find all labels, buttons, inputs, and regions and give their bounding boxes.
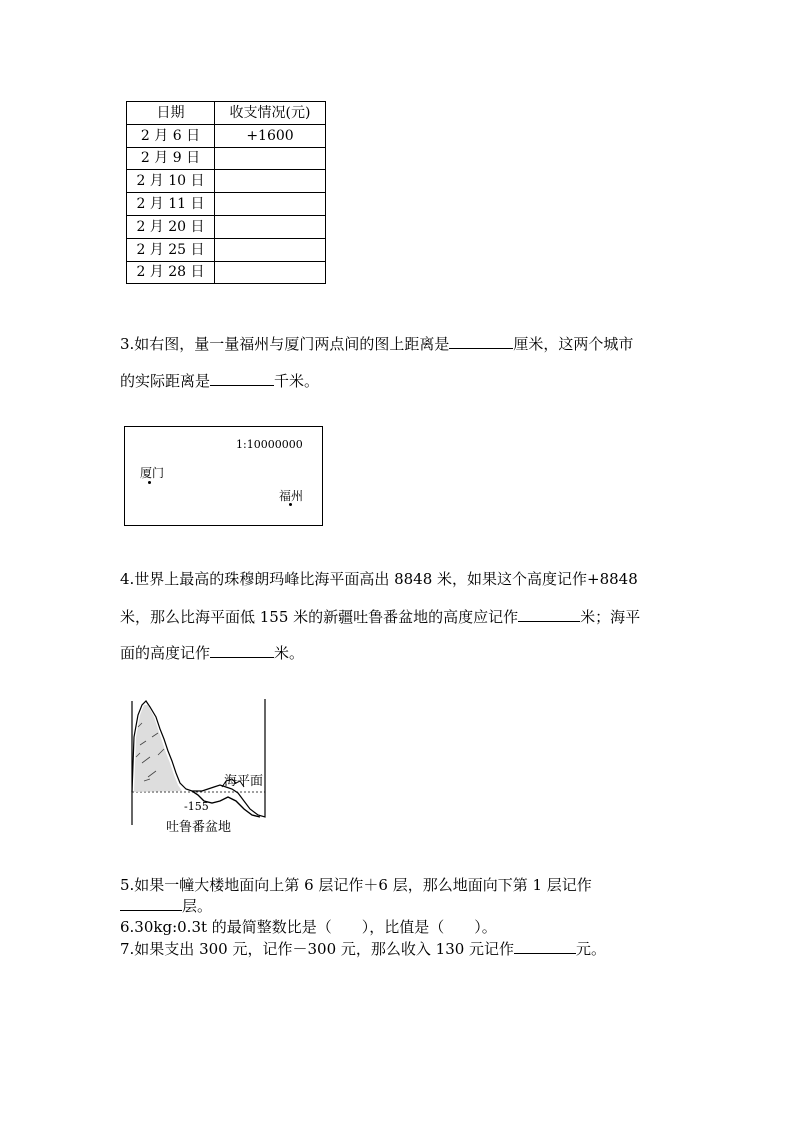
q4-text-a: 米，那么比海平面低 155 米的新疆吐鲁番盆地的高度应记作 [120,608,519,626]
q5-answer-blank[interactable] [120,896,182,911]
row-amount[interactable] [215,238,326,261]
q3-answer-blank-2[interactable] [210,371,274,386]
table-header-row [127,102,326,125]
q4-text-d: 米。 [274,644,305,662]
question-3-line-1 [120,334,633,353]
question-4-line-2 [120,607,640,626]
table-row [127,261,326,284]
q5-text-b: 层。 [182,897,213,915]
city-label-fuzhou: 福州 [279,489,304,503]
header-amount: 收支情况(元) [215,102,326,125]
city-label-xiamen: 厦门 [140,466,165,480]
q3-text-b: 厘米，这两个城市 [513,335,634,353]
row-amount[interactable]: +1600 [215,124,326,147]
table-row [127,147,326,170]
income-table [126,101,326,284]
row-amount[interactable] [215,193,326,216]
q7-text-b: 元。 [576,940,607,958]
row-date: 2 月 25 日 [127,238,215,261]
q4-text-b: 米；海平 [580,608,641,626]
fuzhou-point [289,503,292,506]
map-scale: 1:10000000 [236,438,303,451]
row-date: 2 月 20 日 [127,215,215,238]
table-row [127,124,326,147]
row-date: 2 月 10 日 [127,170,215,193]
row-amount[interactable] [215,147,326,170]
q4-answer-blank-1[interactable] [518,607,580,622]
question-4-line-3 [120,643,304,662]
row-date: 2 月 28 日 [127,261,215,284]
q3-answer-blank-1[interactable] [449,334,513,349]
row-amount[interactable] [215,170,326,193]
header-date: 日期 [127,102,215,125]
basin-label: 吐鲁番盆地 [166,820,232,835]
xiamen-point [148,481,151,484]
row-amount[interactable] [215,215,326,238]
q3-text-d: 千米。 [274,372,320,390]
q4-text-c: 面的高度记作 [120,644,211,662]
q4-answer-blank-2[interactable] [210,643,274,658]
table-row [127,193,326,216]
row-date: 2 月 6 日 [127,124,215,147]
row-amount[interactable] [215,261,326,284]
row-date: 2 月 11 日 [127,193,215,216]
depth-label: -155 [184,800,209,813]
q3-text-c: 的实际距离是 [120,372,211,390]
scale-map [124,426,323,526]
table-row [127,238,326,261]
question-5-line-1: 5.如果一幢大楼地面向上第 6 层记作＋6 层，那么地面向下第 1 层记作 [120,876,592,894]
question-6: 6.30kg:0.3t 的最简整数比是（ ），比值是（ ）。 [120,918,497,936]
table-row [127,170,326,193]
question-4-line-1: 4.世界上最高的珠穆朗玛峰比海平面高出 8848 米，如果这个高度记作+8848 [120,570,638,588]
q3-text-a: 3.如右图，量一量福州与厦门两点间的图上距离是 [120,335,450,353]
question-3-line-2 [120,371,319,390]
row-date: 2 月 9 日 [127,147,215,170]
table-row [127,215,326,238]
question-5-line-2 [120,896,212,915]
terrain-figure [128,697,270,835]
q7-answer-blank[interactable] [514,939,576,954]
terrain-drawing [128,697,270,835]
sea-level-label: 海平面 [224,774,264,789]
question-7 [120,939,606,958]
q7-text-a: 7.如果支出 300 元，记作－300 元，那么收入 130 元记作 [120,940,515,958]
